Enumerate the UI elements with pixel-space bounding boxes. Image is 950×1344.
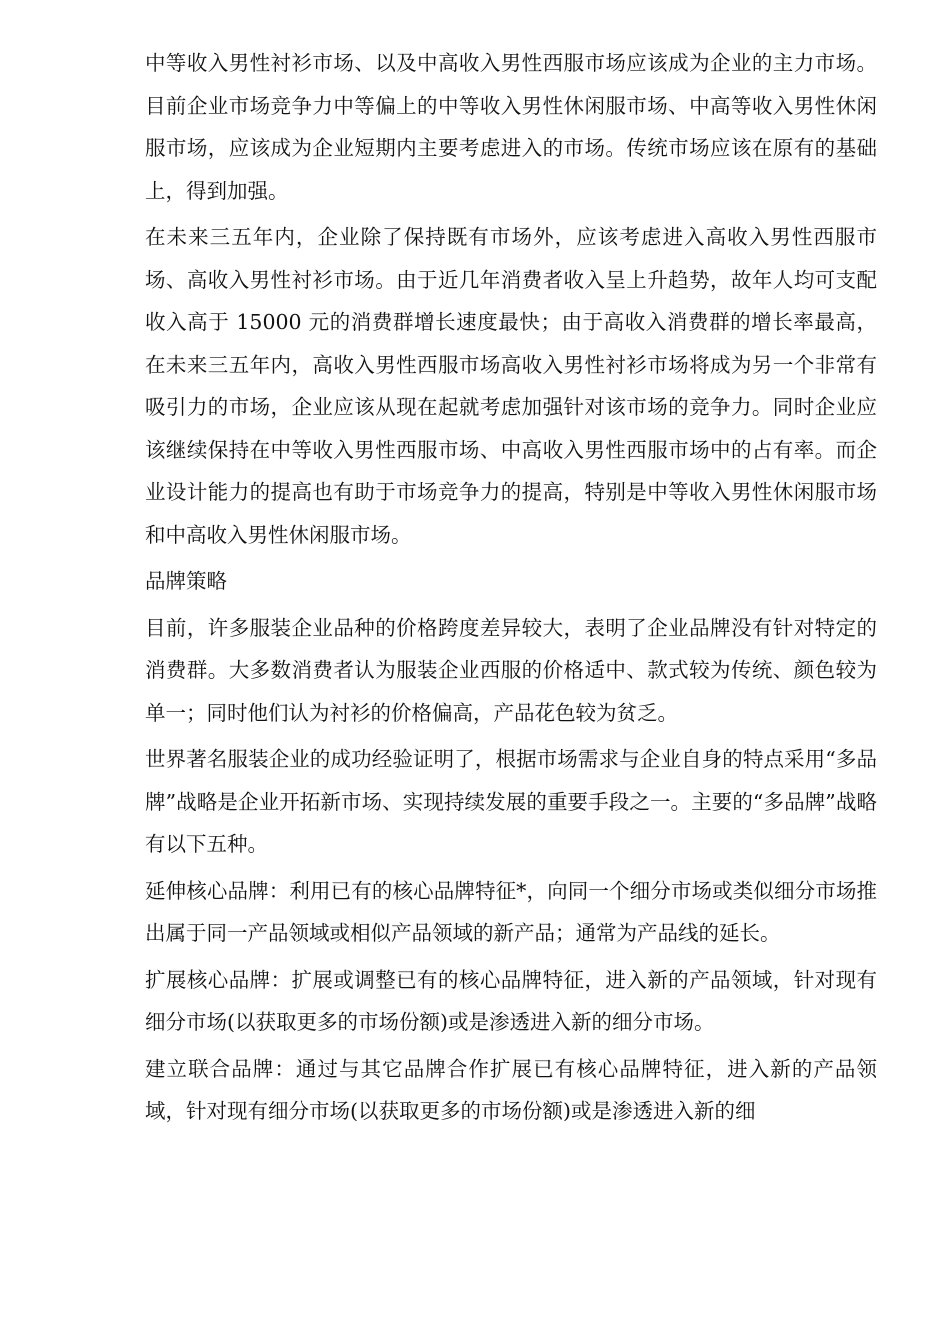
paragraph-future-markets: 在未来三五年内，企业除了保持既有市场外，应该考虑进入高收入男性西服市场、高收入男性衬衫市场。由于近几年消费者收入呈上升趋势，故年人均可支配收入高于 15000 元的消费群增长速度最快；由于高收入消费群的增长率最高，在未来三五年内，高收入男性西服市场高收入男性衬衫市场将成为另一个非常有吸引力的市场，企业应该从现在起就考虑加强针对该市场的竞争力。同时企业应该继续保持在中等收入男性西服市场、中高收入男性西服市场中的占有率。而企业设计能力的提高也有助于市场竞争力的提高，特别是中等收入男性休闲服市场和中高收入男性休闲服市场。 [145,225,877,547]
paragraph-primary-markets: 中等收入男性衬衫市场、以及中高收入男性西服市场应该成为企业的主力市场。目前企业市场竞争力中等偏上的中等收入男性休闲服市场、中高等收入男性休闲服市场，应该成为企业短期内主要考虑进入的市场。传统市场应该在原有的基础上，得到加强。 [145,51,877,203]
paragraph-joint-brand: 建立联合品牌：通过与其它品牌合作扩展已有核心品牌特征，进入新的产品领域，针对现有细分市场(以获取更多的市场份额)或是渗透进入新的细 [145,1056,877,1123]
paragraph-extend-core-brand: 延伸核心品牌：利用已有的核心品牌特征*，向同一个细分市场或类似细分市场推出属于同一产品领域或相似产品领域的新产品；通常为产品线的延长。 [145,878,877,945]
paragraph-brand-current: 目前，许多服装企业品种的价格跨度差异较大，表明了企业品牌没有针对特定的消费群。大多数消费者认为服装企业西服的价格适中、款式较为传统、颜色较为单一；同时他们认为衬衫的价格偏高，产品花色较为贫乏。 [145,615,877,725]
section-heading-brand-strategy: 品牌策略 [145,569,227,593]
paragraph-expand-core-brand: 扩展核心品牌：扩展或调整已有的核心品牌特征，进入新的产品领域，针对现有细分市场(以获取更多的市场份额)或是渗透进入新的细分市场。 [145,967,877,1034]
paragraph-multi-brand-strategy: 世界著名服装企业的成功经验证明了，根据市场需求与企业自身的特点采用“多品牌”战略是企业开拓新市场、实现持续发展的重要手段之一。主要的“多品牌”战略有以下五种。 [145,747,877,856]
document-page [145,42,877,1137]
